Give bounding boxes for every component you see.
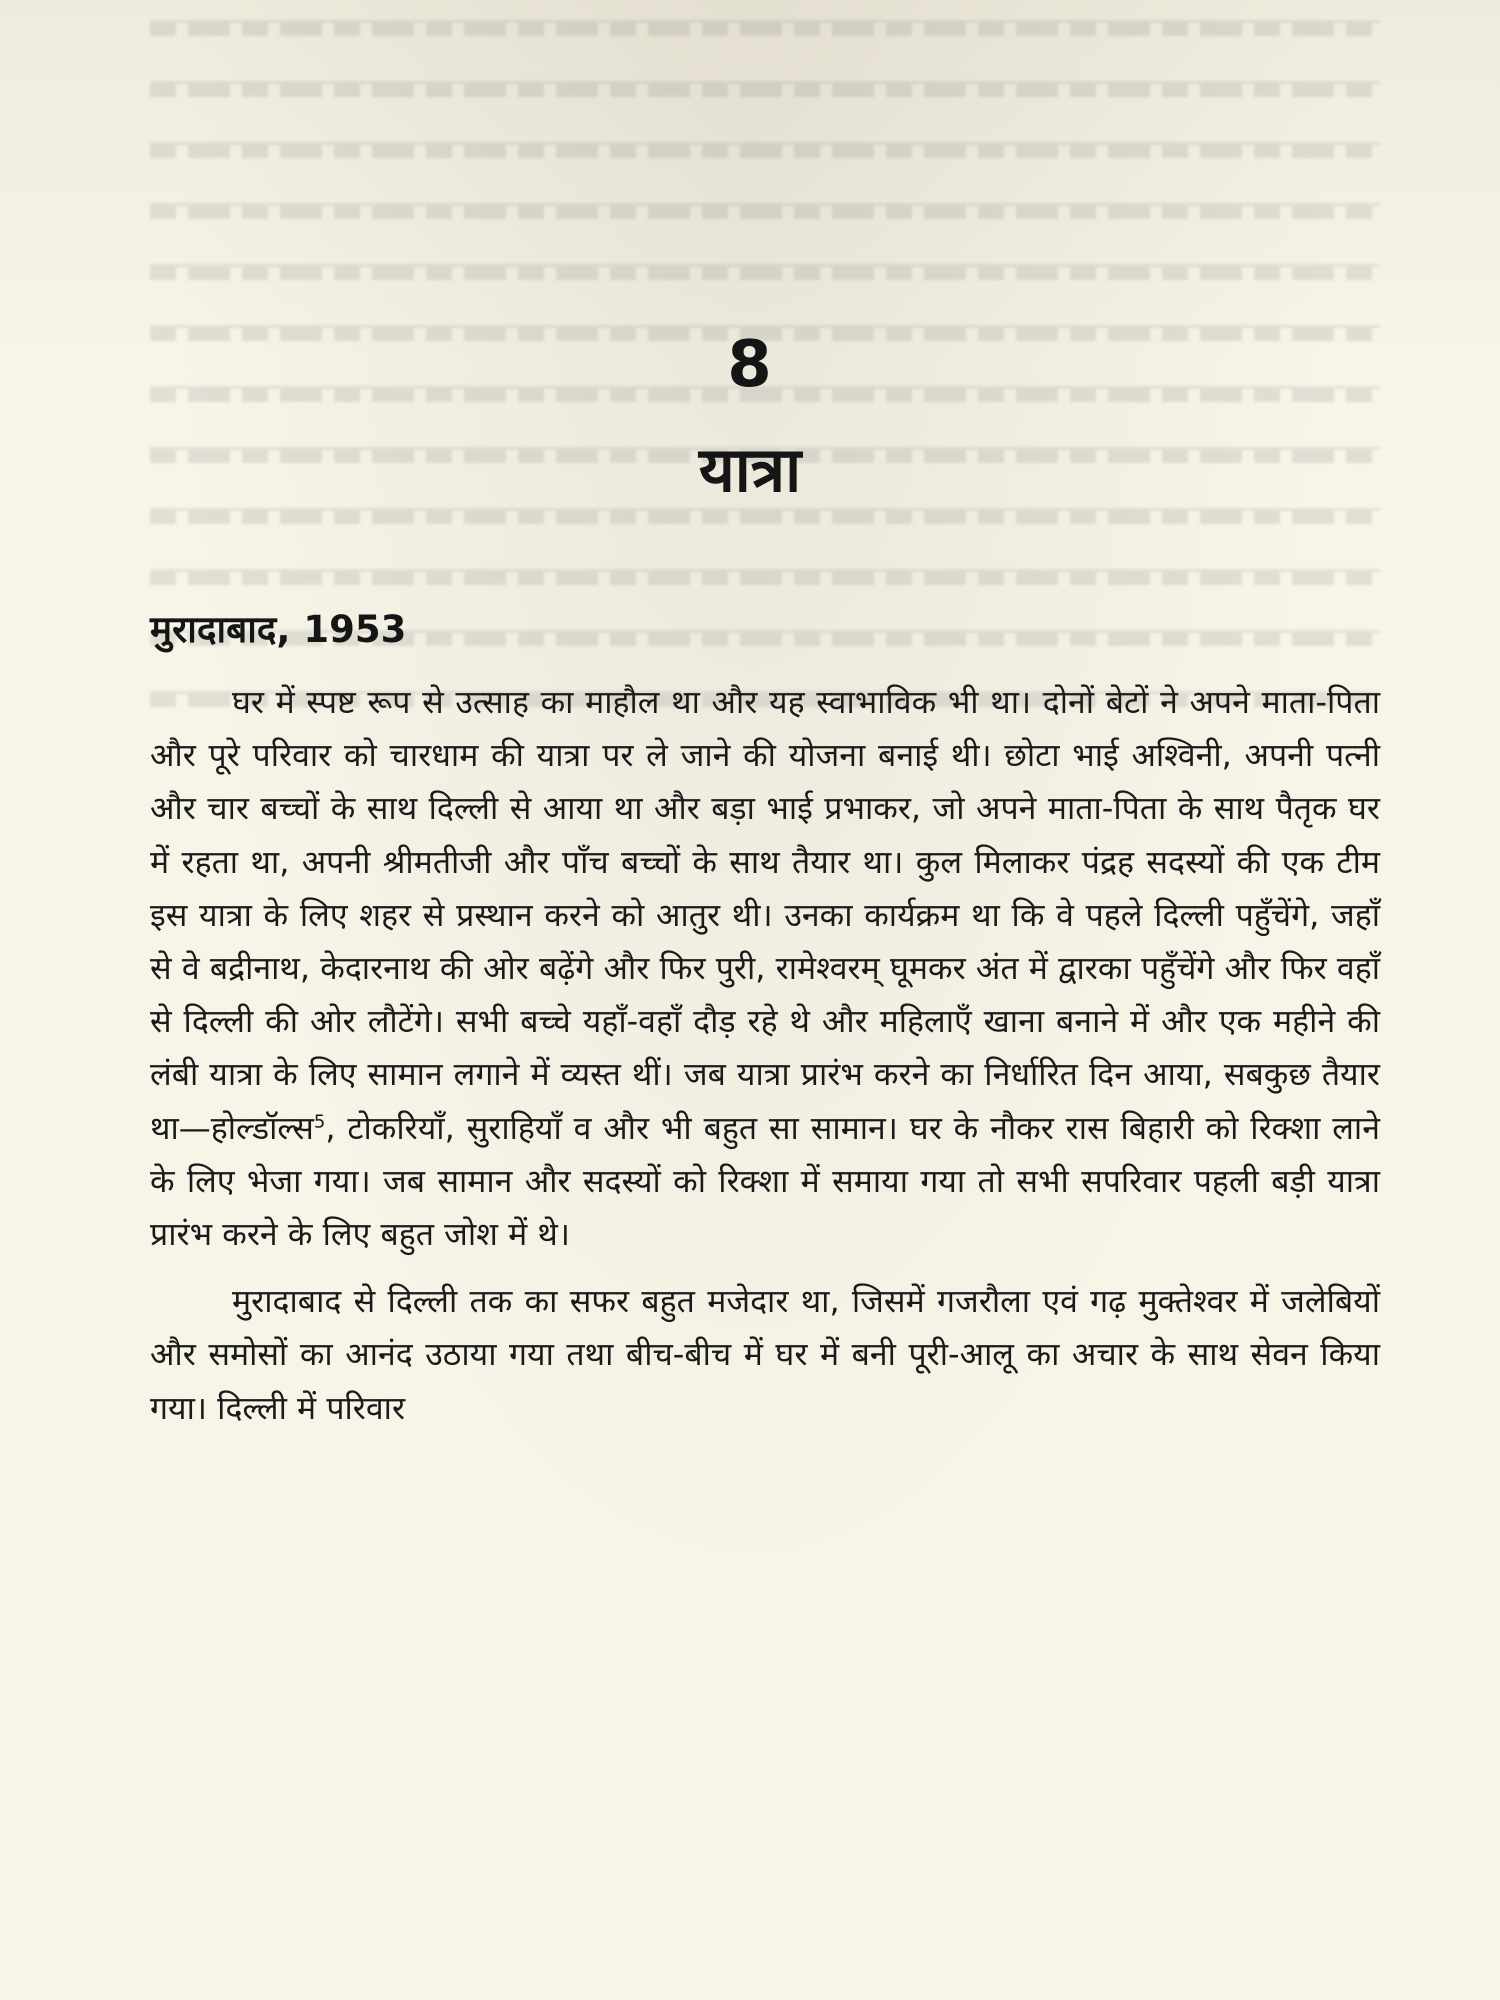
paragraph-1 xyxy=(150,676,1380,1261)
paragraph-1-text-a: घर में स्पष्ट रूप से उत्साह का माहौल था और यह स्वाभाविक भी था। दोनों बेटों ने अपने माता-पिता और पूरे परिवार को चारधाम की यात्रा पर ले जाने की योजना बनाई थी। छोटा भाई अश्विनी, अपनी पत्नी और चार बच्चों के साथ दिल्ली से आया था और बड़ा भाई प्रभाकर, जो अपने माता-पिता के साथ पैतृक घर में रहता था, अपनी श्रीमतीजी और पाँच बच्चों के साथ तैयार था। कुल मिलाकर पंद्रह सदस्यों की एक टीम इस यात्रा के लिए शहर से प्रस्थान करने को आतुर थी। उनका कार्यक्रम था कि वे पहले दिल्ली पहुँचेंगे, जहाँ से वे बद्रीनाथ, केदारनाथ की ओर बढ़ेंगे और फिर पुरी, रामेश्वरम् घूमकर अंत में द्वारका पहुँचेंगे और फिर वहाँ से दिल्ली की ओर लौटेंगे। सभी बच्चे यहाँ-वहाँ दौड़ रहे थे और महिलाएँ खाना बनाने में और एक महीने की लंबी यात्रा के लिए सामान लगाने में व्यस्त थीं। जब यात्रा प्रारंभ करने का निर्धारित दिन आया, सबकुछ तैयार था—होल्डॉल्स xyxy=(150,683,1380,1147)
chapter-number: 8 xyxy=(727,328,773,402)
paragraph-1-text-b: , टोकरियाँ, सुराहियाँ व और भी बहुत सा सामान। घर के नौकर रास बिहारी को रिक्शा लाने के लिए भेजा गया। जब सामान और सदस्यों को रिक्शा में समाया गया तो सभी सपरिवार पहली बड़ी यात्रा प्रारंभ करने के लिए बहुत जोश में थे। xyxy=(150,1108,1380,1254)
body-text xyxy=(150,676,1380,1435)
footnote-marker: 5 xyxy=(313,1110,326,1132)
paragraph-2: मुरादाबाद से दिल्ली तक का सफर बहुत मजेदार था, जिसमें गजरौला एवं गढ़ मुक्तेश्वर में जलेबियों और समोसों का आनंद उठाया गया तथा बीच-बीच में घर में बनी पूरी-आलू का अचार के साथ सेवन किया गया। दिल्ली में परिवार xyxy=(150,1282,1380,1427)
chapter-title: यात्रा xyxy=(698,433,802,506)
section-heading: मुरादाबाद, 1953 xyxy=(150,608,407,651)
